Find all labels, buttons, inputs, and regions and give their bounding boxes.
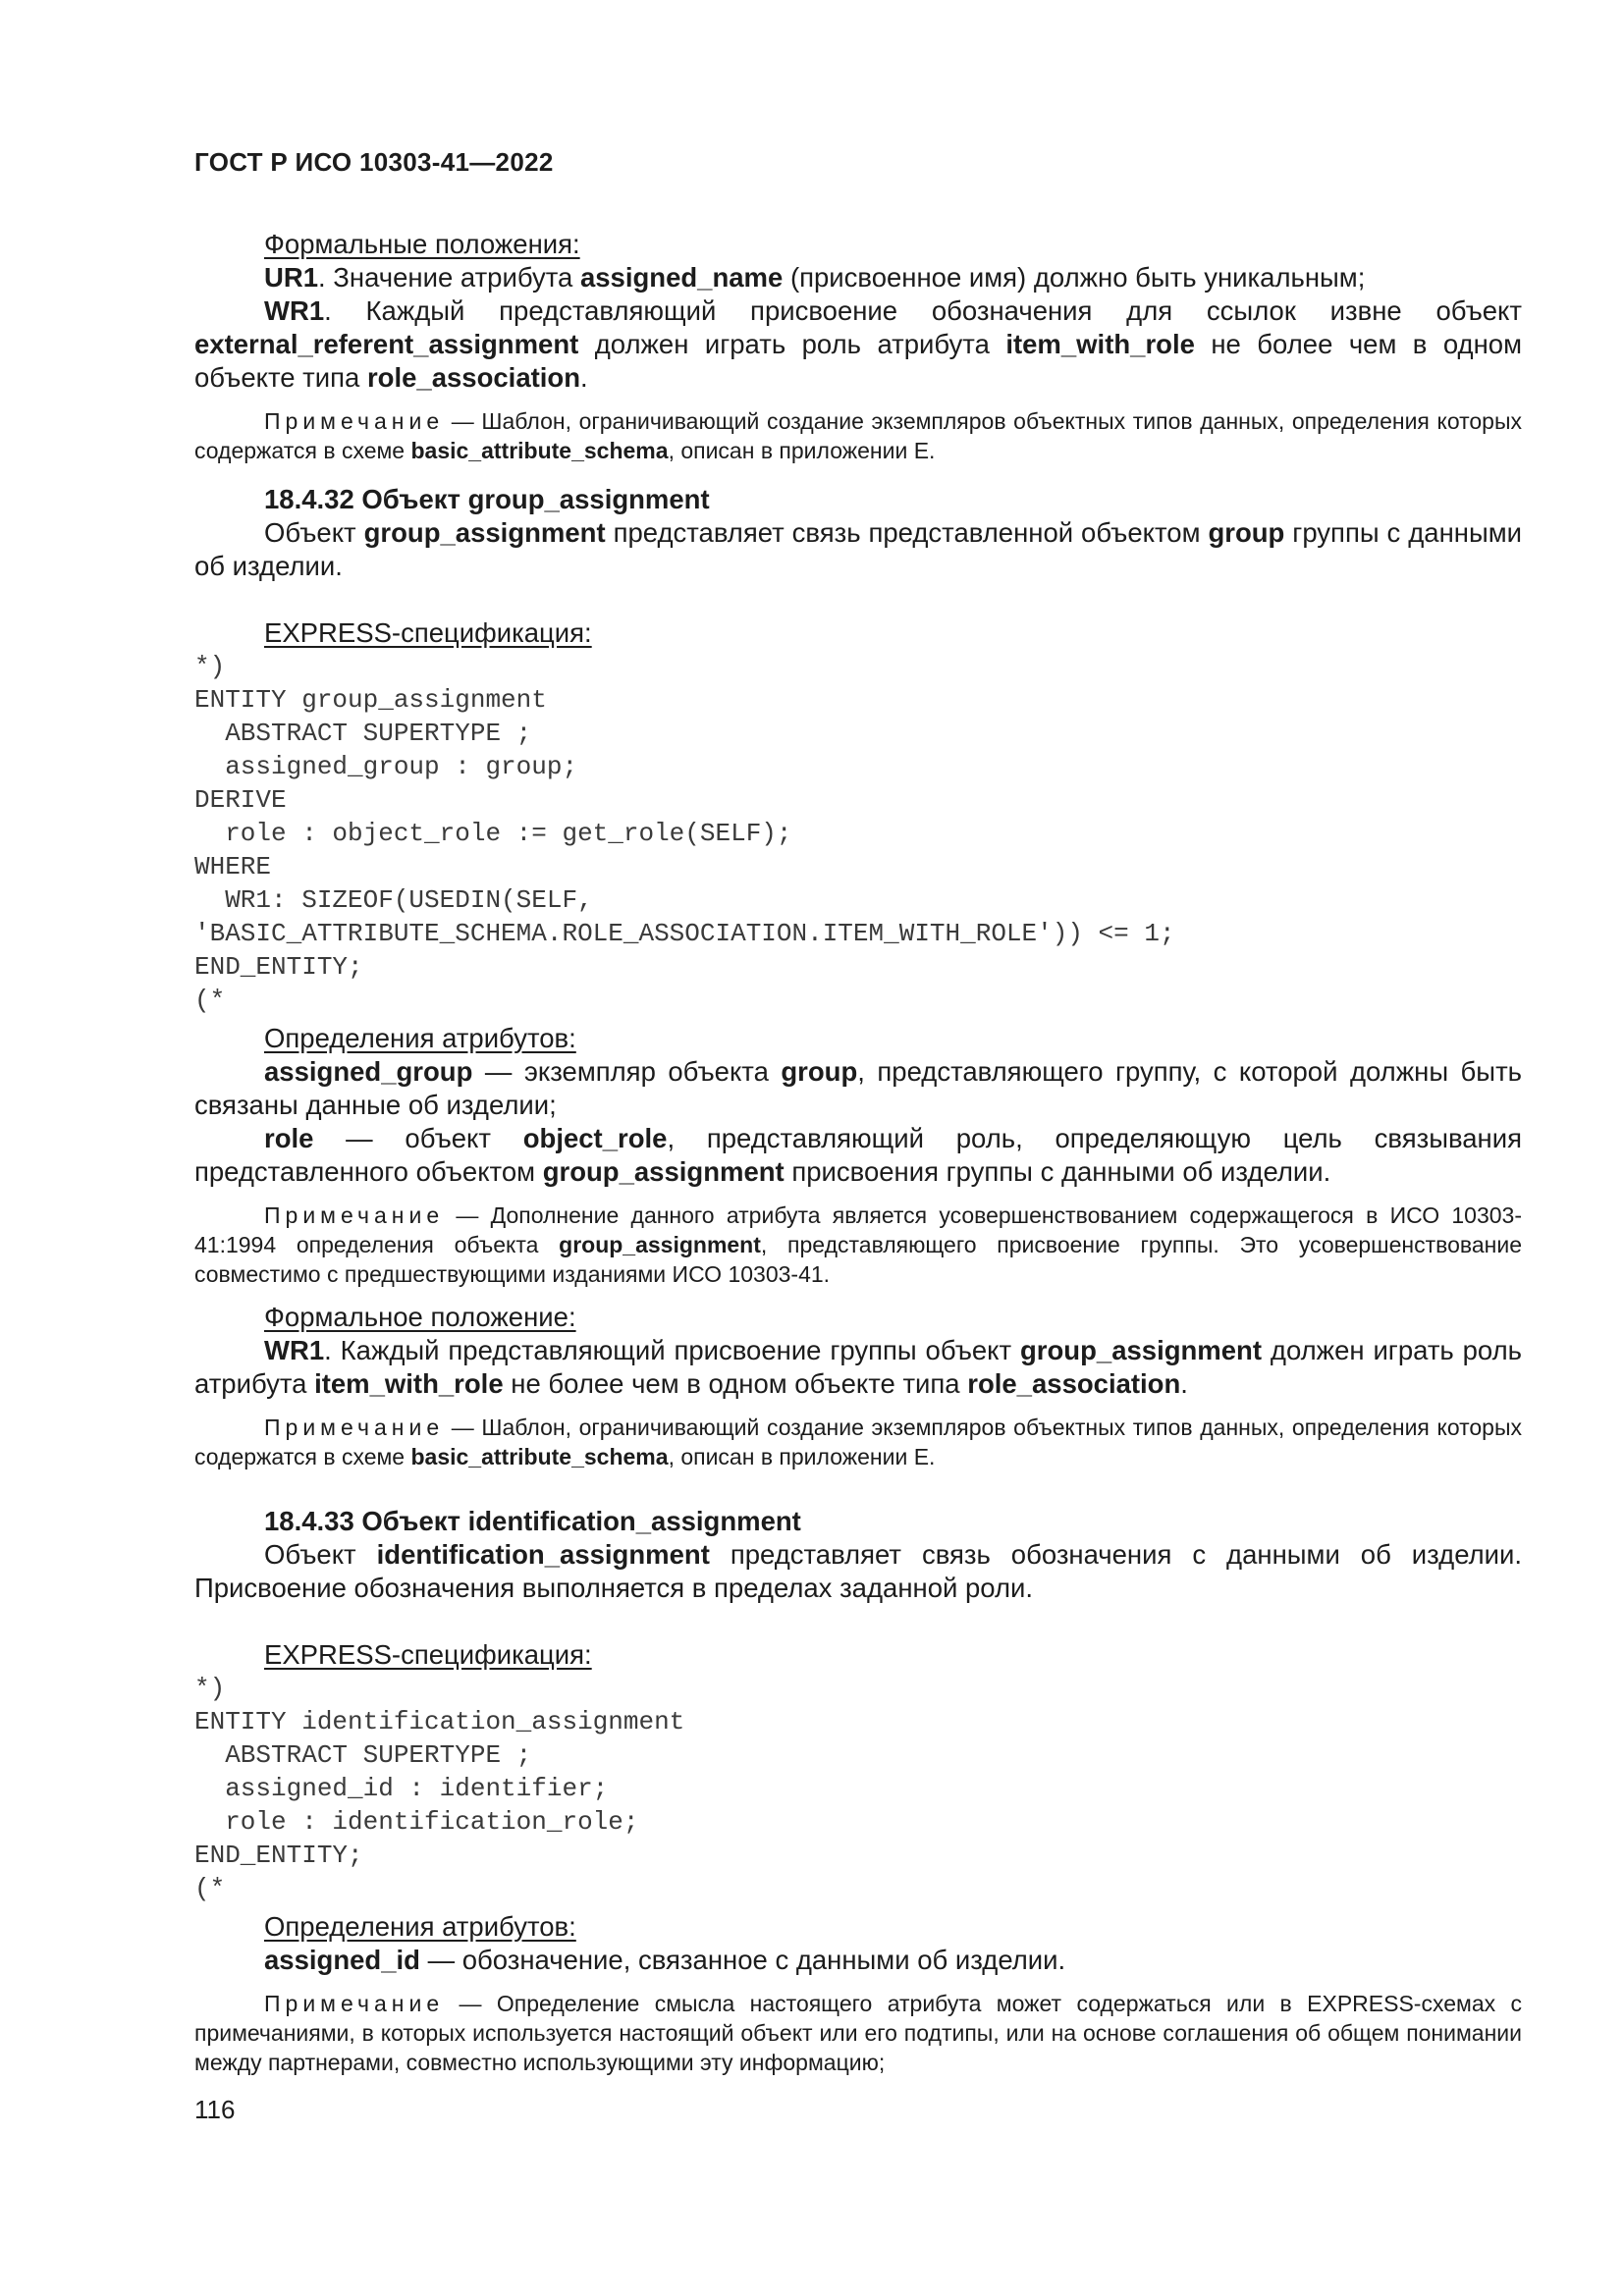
section-18-4-32 [194,483,1522,1471]
section-intro: Объект group_assignment представляет связь представленной объектом group группы с данными об изделии. [194,517,1523,581]
ur1-paragraph: UR1. Значение атрибута assigned_name (присвоенное имя) должно быть уникальным; [264,262,1366,293]
attr-role: role — объект object_role, представляющий роль, определяющую цель связывания представленного объектом group_assignment присвоения группы с данными об изделии. [194,1123,1522,1187]
note-paragraph: Примечание — Шаблон, ограничивающий создание экземпляров объектных типов данных, определения которых содержатся в схеме basic_attribute_schema, описан в приложении Е. [194,408,1522,463]
page-number: 116 [194,2095,236,2124]
wr1-paragraph: WR1. Каждый представляющий присвоение обозначения для ссылок извне объект external_referent_assignment должен играть роль атрибута item_with_role не более чем в одном объекте типа role_association. [194,295,1522,393]
attr-assigned-group: assigned_group — экземпляр объекта group, представляющего группу, с которой должны быть связаны данные об изделии; [194,1056,1522,1120]
section-18-4-33 [194,1505,1522,2077]
wr1-paragraph: WR1. Каждый представляющий присвоение группы объект group_assignment должен играть роль атрибута item_with_role не более чем в одном объекте типа role_association. [194,1335,1522,1399]
document-header: ГОСТ Р ИСО 10303-41—2022 [194,147,554,177]
note-paragraph: Примечание — Дополнение данного атрибута является усовершенствованием содержащегося в ИСО 10303-41:1994 определения объекта group_assignment, представляющего присвоение группы. Это усовершенствование совместимо с предшествующими изданиями ИСО 10303-41. [194,1202,1522,1287]
section-intro: Объект identification_assignment представляет связь обозначения с данными об изделии. Присвоение обозначения выполняется в пределах заданной роли. [194,1539,1522,1603]
formal-provisions-block [194,228,1522,465]
formal-provision-heading: Формальное положение: [264,1302,576,1332]
express-code: *) ENTITY group_assignment ABSTRACT SUPERTYPE ; assigned_group : group; DERIVE role : object_role := get_role(SELF); WHERE WR1: SIZEOF(USEDIN(SELF, 'BASIC_ATTRIBUTE_SCHEMA.ROLE_ASSOCIATION.ITEM_WITH_ROLE')) <= 1; END_ENTITY; (* [194,652,1175,1015]
section-title: 18.4.32 Объект group_assignment [264,484,710,514]
attr-assigned-id: assigned_id — обозначение, связанное с данными об изделии. [264,1945,1066,1975]
express-heading: EXPRESS-спецификация: [264,1639,592,1670]
attr-heading: Определения атрибутов: [264,1023,576,1053]
formal-provisions-heading: Формальные положения: [264,229,580,259]
section-title: 18.4.33 Объект identification_assignment [264,1506,801,1536]
note-paragraph: Примечание — Шаблон, ограничивающий создание экземпляров объектных типов данных, определения которых содержатся в схеме basic_attribute_schema, описан в приложении Е. [194,1415,1522,1469]
express-heading: EXPRESS-спецификация: [264,617,592,648]
note-paragraph: Примечание — Определение смысла настоящего атрибута может содержаться или в EXPRESS-схемах с примечаниями, в которых используется настоящий объект или его подтипы, или на основе соглашения об общем понимании между партнерами, совместно использующими эту информацию; [194,1991,1522,2075]
express-code: *) ENTITY identification_assignment ABSTRACT SUPERTYPE ; assigned_id : identifier; role : identification_role; END_ENTITY; (* [194,1674,685,1903]
attr-heading: Определения атрибутов: [264,1911,576,1942]
